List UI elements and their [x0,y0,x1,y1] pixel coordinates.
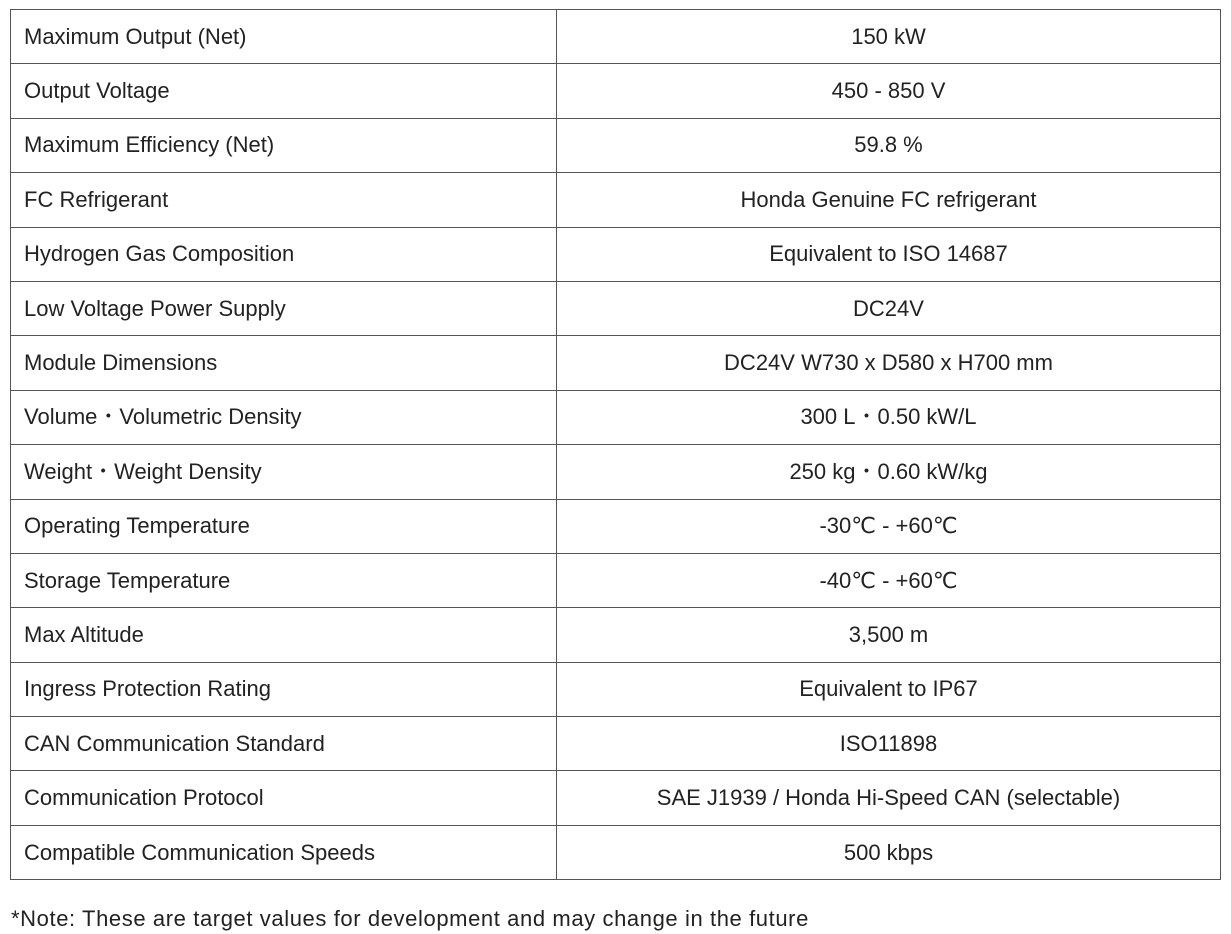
table-row [11,390,1221,444]
spec-label: Max Altitude [11,608,557,662]
table-row [11,553,1221,607]
spec-value: 250 kg・0.60 kW/kg [557,445,1221,499]
spec-value: ISO11898 [557,717,1221,771]
spec-label: Module Dimensions [11,336,557,390]
spec-value: -30℃ - +60℃ [557,499,1221,553]
spec-value: 450 - 850 V [557,64,1221,118]
spec-label: Low Voltage Power Supply [11,281,557,335]
spec-label: Operating Temperature [11,499,557,553]
spec-label: FC Refrigerant [11,173,557,227]
spec-label: Communication Protocol [11,771,557,825]
spec-label: Output Voltage [11,64,557,118]
spec-label: CAN Communication Standard [11,717,557,771]
spec-value: 59.8 % [557,118,1221,172]
table-row [11,10,1221,64]
table-row [11,118,1221,172]
table-row [11,825,1221,879]
spec-label: Weight・Weight Density [11,445,557,499]
table-row [11,173,1221,227]
spec-value: DC24V [557,281,1221,335]
spec-value: Equivalent to IP67 [557,662,1221,716]
spec-label: Volume・Volumetric Density [11,390,557,444]
spec-label: Compatible Communication Speeds [11,825,557,879]
spec-label: Ingress Protection Rating [11,662,557,716]
spec-value: SAE J1939 / Honda Hi-Speed CAN (selectable) [557,771,1221,825]
footnote: *Note: These are target values for development and may change in the future [11,906,809,931]
spec-value: DC24V W730 x D580 x H700 mm [557,336,1221,390]
table-row [11,608,1221,662]
spec-value: 3,500 m [557,608,1221,662]
spec-value: -40℃ - +60℃ [557,553,1221,607]
spec-label: Maximum Output (Net) [11,10,557,64]
spec-value: 500 kbps [557,825,1221,879]
spec-value: Honda Genuine FC refrigerant [557,173,1221,227]
spec-label: Hydrogen Gas Composition [11,227,557,281]
table-row [11,445,1221,499]
table-row [11,64,1221,118]
table-row [11,281,1221,335]
table-row [11,771,1221,825]
spec-value: 300 L・0.50 kW/L [557,390,1221,444]
table-row [11,662,1221,716]
spec-value: Equivalent to ISO 14687 [557,227,1221,281]
table-row [11,227,1221,281]
table-row [11,336,1221,390]
spec-value: 150 kW [557,10,1221,64]
spec-table [10,9,1221,880]
spec-label: Storage Temperature [11,553,557,607]
spec-label: Maximum Efficiency (Net) [11,118,557,172]
table-row [11,717,1221,771]
table-row [11,499,1221,553]
